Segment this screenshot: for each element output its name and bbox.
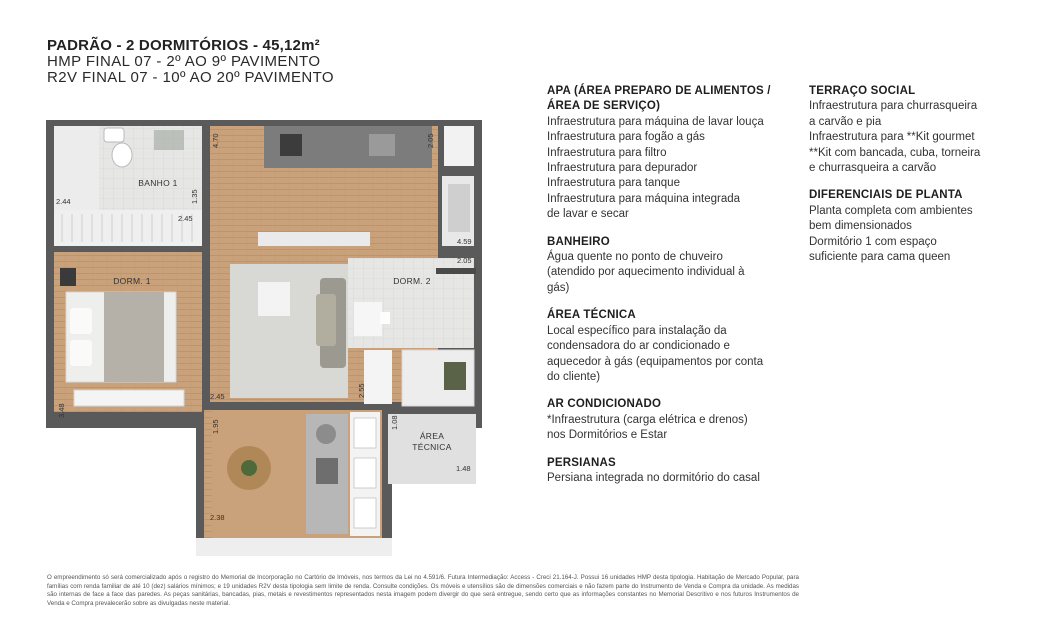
spec-title: ÁREA TÉCNICA: [547, 309, 636, 322]
spec-title: DIFERENCIAIS DE PLANTA: [809, 189, 963, 202]
page-title-block: [47, 37, 334, 86]
dim-2-44: 2.44: [56, 197, 71, 206]
room-label-banho: BANHO 1: [138, 178, 178, 188]
page-title: PADRÃO - 2 DORMITÓRIOS - 45,12m²: [47, 37, 320, 54]
spec-title: PERSIANAS: [547, 456, 616, 469]
dim-2-38: 2.38: [210, 513, 225, 522]
spec-line: Infraestrutura para **Kit gourmet: [809, 131, 975, 144]
spec-section-area-tecnica: [547, 308, 802, 385]
spec-line: Dormitório 1 com espaço suficiente para cama queen: [809, 235, 951, 264]
spec-line: Infraestrutura para depurador: [547, 162, 698, 175]
subtitle-r2v: R2V FINAL 07 - 10º AO 20º PAVIMENTO: [47, 69, 335, 86]
spec-line: Infraestrutura para máquina de lavar louça: [547, 115, 764, 128]
floor-plan-drawing: [44, 118, 484, 558]
dim-4-59: 4.59: [457, 237, 472, 246]
specs-left-column: [547, 84, 802, 498]
dim-1-95: 1.95: [211, 419, 220, 434]
spec-section-apa: [547, 84, 802, 223]
spec-section-persianas: [547, 456, 802, 487]
spec-line: *Infraestrutura (carga elétrica e drenos) nos Dormitórios e Estar: [547, 413, 748, 442]
dim-2-05-kitchen: 2.05: [426, 133, 435, 148]
dim-2-45-living: 2.45: [210, 392, 225, 401]
subtitle-hmp: HMP FINAL 07 - 2º AO 9º PAVIMENTO: [47, 53, 321, 70]
spec-section-ar-condicionado: [547, 397, 802, 443]
dim-4-70: 4.70: [211, 133, 220, 148]
spec-title: BANHEIRO: [547, 235, 610, 248]
dim-1-48: 1.48: [456, 464, 471, 473]
dim-2-45-wardrobe: 2.45: [178, 214, 193, 223]
spec-title: AR CONDICIONADO: [547, 398, 662, 411]
spec-section-diferenciais: [809, 188, 1019, 265]
spec-line: Água quente no ponto de chuveiro (atendido por aquecimento individual à gás): [547, 251, 745, 294]
spec-line: Infraestrutura para fogão a gás: [547, 131, 705, 144]
spec-line: Infraestrutura para churrasqueira a carvão e pia: [809, 100, 978, 128]
room-label-area-tecnica: ÁREA TÉCNICA: [412, 431, 452, 452]
spec-line: Infraestrutura para tanque: [547, 177, 680, 190]
room-label-dorm2: DORM. 2: [393, 276, 431, 286]
spec-title: APA (ÁREA PREPARO DE ALIMENTOS / ÁREA DE SERVIÇO): [547, 85, 771, 113]
spec-title: TERRAÇO SOCIAL: [809, 85, 916, 97]
room-label-dorm1: DORM. 1: [113, 276, 151, 286]
spec-line: Planta completa com ambientes bem dimensionados: [809, 204, 973, 233]
spec-line: Infraestrutura para filtro: [547, 146, 667, 159]
dim-1-08: 1.08: [390, 415, 399, 430]
dim-2-05-dorm2: 2.05: [457, 256, 472, 265]
legal-disclaimer: O empreendimento só será comercializado após o registro do Memorial de Incorporação no Cartório de Imóveis, nos termos da Lei no 4.591/6. Futura Intermediação: Access - Creci 21.164-J. Possui 16 unidades HMP desta tipologia. Habitação de Mercado Popular, para famílias com renda familiar de até 10 (dez) salários mínimos; e 19 unidades R2V desta tipologia sem limite de renda. Consulte condições. Os móveis e utensílios são de dimensões comerciais e não fazem parte do Instrumento de Venda e Compra da unidade. As medidas são internas de face a face das paredes. As peças sanitárias, bancadas, pias, metais e revestimentos representados nesta imagem podem divergir do que será entregue, sendo certo que as informações constantes no Memorial Descritivo e nos futuros Instrumentos de Venda e Compra prevalecerão sobre as divulgadas neste material.: [47, 574, 799, 607]
dim-1-35: 1.35: [190, 189, 199, 204]
spec-section-banheiro: [547, 235, 802, 297]
specs-right-column: [809, 84, 1019, 277]
dim-2-55: 2.55: [357, 383, 366, 398]
floor-plan: [44, 118, 484, 558]
spec-line: Infraestrutura para máquina integrada de lavar e secar: [547, 192, 741, 221]
spec-line: **Kit com bancada, cuba, torneira e churrasqueira a carvão: [809, 146, 981, 175]
spec-line: Local específico para instalação da condensadora do ar condicionado e aquecedor à gás (equipamentos por conta do cliente): [547, 324, 764, 383]
spec-section-terraco-social: [809, 84, 1019, 176]
dim-3-48: 3.48: [57, 403, 66, 418]
spec-line: Persiana integrada no dormitório do casal: [547, 471, 760, 484]
